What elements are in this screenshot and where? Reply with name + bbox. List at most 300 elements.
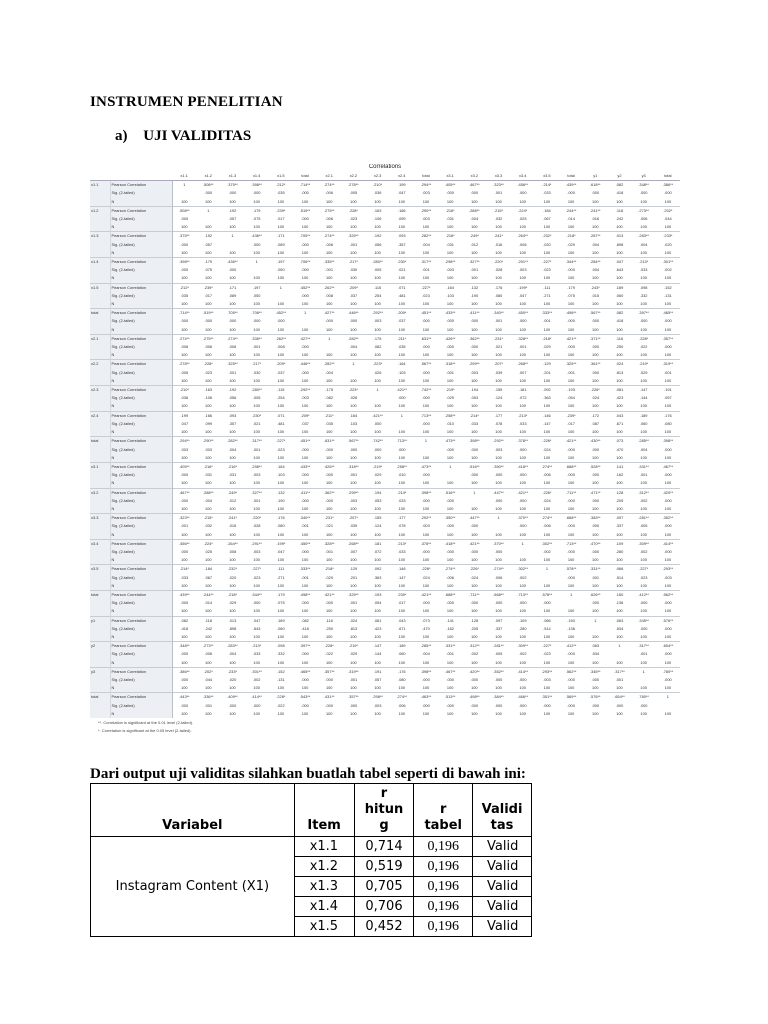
corr-value-cell: .654** [656,642,680,651]
item-cell: x1.1 [294,837,354,857]
corr-value-cell: 100 [414,531,438,540]
corr-value-cell: .000 [511,599,535,607]
corr-value-cell: .357 [390,241,414,249]
corr-value-cell: .031 [220,471,244,479]
corr-value-cell: .421** [462,539,486,548]
corr-value-cell: .000 [293,548,317,556]
corr-value-cell: 100 [269,377,293,386]
corr-value-cell: .000 [172,266,196,274]
corr-value-cell: .004 [583,266,607,274]
corr-value-cell: .713** [390,437,414,446]
corr-value-cell: .481 [269,420,293,428]
corr-value-cell: 1 [341,360,365,369]
corr-value-cell: .001 [607,676,631,684]
corr-value-cell: 100 [486,454,510,463]
corr-value-cell: .082 [293,616,317,625]
corr-value-cell: 100 [269,633,293,642]
corr-value-cell: 100 [559,479,583,488]
corr-value-cell: .001 [559,369,583,377]
corr-value-cell: .714** [172,309,196,318]
corr-value-cell: .024 [607,360,631,369]
corr-value-cell: 100 [559,428,583,437]
corr-value-cell: 100 [438,659,462,668]
corr-value-cell: 100 [511,479,535,488]
corr-value-cell: .262** [317,283,341,292]
corr-value-cell: .319** [656,360,680,369]
corr-value-cell: 100 [220,326,244,335]
corr-value-cell: .001 [583,574,607,582]
corr-value-cell [486,522,510,530]
corr-value-cell: .333** [535,309,559,318]
corr-value-cell: .654** [607,693,631,702]
corr-value-cell: .029 [220,599,244,607]
corr-value-cell: .281** [632,514,656,523]
corr-value-cell: 100 [656,351,680,360]
corr-value-cell: 100 [462,479,486,488]
corr-value-cell: .643 [245,625,269,633]
corr-value-cell: .292** [486,437,510,446]
corr-value-cell: .362** [462,334,486,343]
corr-value-cell: 100 [607,198,631,207]
corr-value-cell: .813 [341,625,365,633]
corr-value-cell: .004 [632,241,656,249]
corr-value-cell: 100 [220,556,244,565]
corr-value-cell: .141 [438,616,462,625]
corr-stat-label: Sig. (2-tailed) [110,497,172,505]
corr-value-cell: .567** [414,360,438,369]
corr-value-cell: .742** [414,386,438,395]
corr-value-cell: .003 [438,266,462,274]
corr-value-cell: .284** [583,258,607,267]
corr-value-cell: 100 [632,428,656,437]
corr-row [90,590,680,599]
corr-value-cell: .452** [269,309,293,318]
corr-value-cell: .000 [559,522,583,530]
corr-value-cell: 100 [390,684,414,693]
corr-value-cell: .003 [414,522,438,530]
corr-value-cell: .131 [656,292,680,300]
corr-value-cell: .337 [607,522,631,530]
corr-value-cell: 100 [486,377,510,386]
corr-value-cell: .258** [390,462,414,471]
corr-value-cell: 100 [269,351,293,360]
corr-value-cell: .080 [486,292,510,300]
corr-value-cell: .414** [511,667,535,676]
corr-value-cell: 100 [486,479,510,488]
corr-value-cell: 100 [559,249,583,258]
corr-value-cell: .271 [535,292,559,300]
corr-variable-label [90,505,110,514]
corr-row [90,684,680,693]
corr-value-cell: 100 [656,710,680,718]
corr-variable-label [90,428,110,437]
corr-value-cell: .002 [245,676,269,684]
corr-variable-label: total [90,693,110,702]
corr-value-cell: .215* [486,206,510,215]
corr-value-cell: .111 [535,283,559,292]
corr-value-cell: .029 [632,369,656,377]
corr-value-cell: 100 [462,454,486,463]
corr-value-cell: .000 [632,702,656,710]
corr-value-cell: 100 [245,505,269,514]
corr-value-cell: .001 [632,471,656,479]
corr-value-cell: 100 [196,684,220,693]
corr-value-cell: 100 [269,198,293,207]
corr-value-cell: 100 [535,659,559,668]
corr-stat-label: Sig. (2-tailed) [110,292,172,300]
corr-value-cell: .292** [414,514,438,523]
corr-value-cell: .175 [366,334,390,343]
corr-value-cell: .171 [269,232,293,241]
corr-value-cell: .000 [486,471,510,479]
corr-value-cell: .191 [656,386,680,395]
corr-value-cell: .016 [486,241,510,249]
corr-stat-label: Sig. (2-tailed) [110,650,172,658]
corr-value-cell: 100 [390,249,414,258]
corr-value-cell: .000 [414,420,438,428]
corr-row [90,428,680,437]
corr-stat-label: N [110,607,172,616]
corr-value-cell [535,574,559,582]
corr-value-cell: .099 [196,420,220,428]
corr-value-cell: .218* [559,232,583,241]
corr-value-cell: 100 [366,326,390,335]
corr-value-cell: 100 [341,710,365,718]
corr-stat-label: Pearson Correlation [110,181,172,190]
corr-value-cell: 100 [366,428,390,437]
corr-value-cell: 100 [245,351,269,360]
corr-column-header: x1.1 [172,172,196,181]
corr-value-cell: .056 [220,394,244,402]
corr-value-cell: 100 [438,274,462,283]
corr-stat-label: Pearson Correlation [110,334,172,343]
validitas-cell: Valid [473,917,532,937]
corr-value-cell: .005 [632,522,656,530]
corr-value-cell: .163 [196,386,220,395]
corr-value-cell: .398** [656,437,680,446]
corr-value-cell: .317** [632,642,656,651]
corr-value-cell: .471** [583,488,607,497]
corr-value-cell: 100 [656,607,680,616]
corr-value-cell: .003 [511,266,535,274]
corr-value-cell: 100 [535,531,559,540]
corr-value-cell: 100 [220,684,244,693]
corr-value-cell: 100 [632,633,656,642]
corr-value-cell: 100 [172,710,196,718]
corr-value-cell: .302** [535,539,559,548]
corr-value-cell: .212* [172,283,196,292]
corr-value-cell: .421** [366,411,390,420]
corr-value-cell: .080 [269,522,293,530]
corr-value-cell: 100 [220,428,244,437]
corr-value-cell: 100 [414,684,438,693]
corr-value-cell: 100 [220,582,244,591]
corr-value-cell: .146 [535,411,559,420]
corr-variable-label: x2.3 [90,386,110,395]
corr-value-cell: 100 [438,607,462,616]
corr-value-cell: 100 [414,300,438,309]
corr-column-header: x1.2 [196,172,220,181]
corr-value-cell: .000 [341,317,365,325]
corr-value-cell: .109 [607,539,631,548]
corr-value-cell: .301** [245,667,269,676]
corr-value-cell: 100 [293,300,317,309]
corr-value-cell: .176 [656,411,680,420]
corr-value-cell: .099 [390,215,414,223]
corr-value-cell: .423 [607,394,631,402]
corr-stat-label: N [110,479,172,488]
corr-column-header: x3.4 [511,172,535,181]
corr-value-cell: .244** [559,206,583,215]
corr-value-cell: .473** [414,462,438,471]
corr-value-cell: .199* [269,539,293,548]
corr-value-cell: .578** [559,565,583,574]
corr-value-cell: .000 [656,343,680,351]
corr-value-cell: 1 [583,616,607,625]
corr-value-cell: 100 [172,274,196,283]
corr-value-cell: .317** [245,437,269,446]
corr-value-cell: 100 [366,659,390,668]
corr-value-cell: .288** [462,206,486,215]
corr-value-cell: .028 [245,522,269,530]
corr-value-cell: .688** [559,462,583,471]
corr-value-cell: 100 [293,531,317,540]
corr-value-cell: .514 [607,574,631,582]
corr-value-cell: .001 [220,369,244,377]
corr-value-cell: .000 [172,702,196,710]
corr-value-cell: 100 [341,274,365,283]
corr-value-cell: .175 [317,386,341,395]
corr-variable-label: total [90,437,110,446]
corr-value-cell: 100 [172,505,196,514]
corr-value-cell: .020 [656,241,680,249]
corr-value-cell: 100 [583,300,607,309]
corr-value-cell: 100 [632,351,656,360]
corr-value-cell: .000 [559,548,583,556]
corr-value-cell: .420** [656,488,680,497]
corr-value-cell: .418 [607,189,631,197]
corr-value-cell: 1 [390,411,414,420]
corr-value-cell: .350** [438,514,462,523]
corr-value-cell: .021 [245,420,269,428]
corr-value-cell: .103 [269,471,293,479]
r-hitung-cell: 0,452 [354,917,414,937]
corr-value-cell: 100 [511,531,535,540]
variable-cell: Instagram Content (X1) [91,837,295,937]
corr-value-cell: 100 [607,223,631,232]
subsection-number: a) [115,128,128,144]
corr-value-cell: 100 [172,454,196,463]
corr-value-cell: .233* [220,667,244,676]
corr-value-cell: 100 [486,633,510,642]
corr-value-cell: .423 [366,625,390,633]
corr-value-cell: .274** [438,565,462,574]
corr-value-cell: .465** [656,309,680,318]
corr-value-cell: .421** [559,437,583,446]
corr-value-cell [245,266,269,274]
corr-value-cell: 100 [245,633,269,642]
corr-value-cell: .000 [656,497,680,505]
corr-value-cell: .116 [317,616,341,625]
corr-value-cell: .000 [583,676,607,684]
corr-value-cell: .418 [172,625,196,633]
corr-value-cell: .032 [196,522,220,530]
corr-value-cell: 100 [486,582,510,591]
corr-value-cell: .467** [462,181,486,190]
corr-value-cell: .242 [196,625,220,633]
header-r-hitung: r hitun g [354,784,414,837]
corr-variable-label [90,351,110,360]
corr-value-cell: 1 [656,693,680,702]
corr-value-cell: 100 [438,454,462,463]
corr-value-cell: .075 [196,266,220,274]
corr-value-cell: .037 [390,317,414,325]
corr-value-cell: .132 [269,488,293,497]
corr-value-cell: 100 [196,402,220,411]
corr-value-cell: .012 [462,241,486,249]
corr-variable-label [90,522,110,530]
corr-value-cell: .000 [172,241,196,249]
corr-row [90,360,680,369]
corr-value-cell [341,369,365,377]
corr-value-cell: .097 [486,616,510,625]
corr-value-cell: .528** [583,462,607,471]
corr-value-cell: 100 [366,300,390,309]
corr-variable-label [90,249,110,258]
corr-row [90,181,680,190]
corr-value-cell: 1 [559,590,583,599]
corr-value-cell: 100 [245,531,269,540]
corr-value-cell: 100 [607,377,631,386]
corr-value-cell: 100 [196,607,220,616]
corr-value-cell: .249* [462,232,486,241]
corr-value-cell: .363 [366,574,390,582]
corr-value-cell: .004 [196,497,220,505]
r-tabel-cell: 0,196 [414,857,473,877]
corr-value-cell: 100 [607,274,631,283]
corr-value-cell: 100 [583,531,607,540]
corr-column-header: x1.4 [245,172,269,181]
corr-value-cell: 100 [486,300,510,309]
r-tabel-cell: 0,196 [414,877,473,897]
corr-value-cell: 100 [341,326,365,335]
corr-value-cell: 100 [486,428,510,437]
corr-value-cell: .427** [317,309,341,318]
corr-value-cell: .671 [607,420,631,428]
corr-row [90,693,680,702]
corr-value-cell: .000 [317,599,341,607]
corr-value-cell: .172 [583,411,607,420]
corr-value-cell: .456** [511,181,535,190]
corr-value-cell: .103 [341,420,365,428]
corr-value-cell: .150 [559,616,583,625]
corr-value-cell: .254 [269,394,293,402]
corr-value-cell: .000 [414,497,438,505]
corr-value-cell: 100 [486,402,510,411]
r-hitung-cell: 0,706 [354,897,414,917]
corr-value-cell: 100 [366,223,390,232]
corr-value-cell: 100 [511,351,535,360]
corr-value-cell: 100 [607,505,631,514]
corr-value-cell: .219* [632,360,656,369]
corr-value-cell: 100 [511,428,535,437]
corr-value-cell: 100 [366,479,390,488]
corr-value-cell: .430** [583,437,607,446]
corr-stat-label: N [110,274,172,283]
corr-stat-label: Pearson Correlation [110,642,172,651]
corr-value-cell: .023 [269,446,293,454]
corr-value-cell: .020 [220,574,244,582]
corr-value-cell: 100 [390,659,414,668]
corr-value-cell: .199 [172,411,196,420]
corr-value-cell: .280** [366,258,390,267]
corr-value-cell: .029 [438,394,462,402]
corr-value-cell: 100 [220,402,244,411]
corr-value-cell: 100 [293,659,317,668]
corr-value-cell: .000 [293,471,317,479]
corr-value-cell: .000 [632,317,656,325]
corr-value-cell: 100 [341,582,365,591]
corr-value-cell: .250 [317,625,341,633]
corr-value-cell: .228* [196,360,220,369]
corr-stat-label: Pearson Correlation [110,309,172,318]
corr-value-cell: 100 [220,300,244,309]
corr-value-cell: .249* [220,488,244,497]
corr-value-cell: .447** [486,488,510,497]
corr-value-cell: .001 [245,497,269,505]
corr-column-header: x2.2 [341,172,365,181]
corr-value-cell: 100 [535,684,559,693]
corr-value-cell: .000 [414,317,438,325]
corr-value-cell: .405** [438,181,462,190]
corr-value-cell: .213* [511,411,535,420]
corr-value-cell: .467** [172,488,196,497]
corr-value-cell: 100 [172,531,196,540]
corr-value-cell: .371** [583,334,607,343]
corr-value-cell: 100 [583,556,607,565]
corr-stat-label: N [110,402,172,411]
corr-value-cell [269,292,293,300]
corr-row [90,642,680,651]
corr-value-cell: 100 [317,377,341,386]
corr-stat-label: Sig. (2-tailed) [110,343,172,351]
corr-value-cell: 100 [390,274,414,283]
corr-value-cell: 100 [632,531,656,540]
corr-value-cell: .067 [535,215,559,223]
corr-value-cell: 100 [245,377,269,386]
corr-value-cell: .000 [438,522,462,530]
corr-value-cell: .014 [559,215,583,223]
corr-value-cell: .000 [293,702,317,710]
corr-value-cell [511,548,535,556]
corr-value-cell: .325** [220,360,244,369]
corr-value-cell: .000 [245,241,269,249]
corr-value-cell: 1 [438,462,462,471]
corr-value-cell: .345** [583,667,607,676]
corr-value-cell: .001 [317,266,341,274]
corr-variable-label [90,633,110,642]
corr-value-cell: .000 [196,317,220,325]
corr-value-cell: .001 [438,369,462,377]
corr-value-cell: .714** [293,181,317,190]
corr-variable-label: x2.2 [90,360,110,369]
corr-value-cell: .201 [535,369,559,377]
corr-row [90,232,680,241]
corr-value-cell: .280 [511,625,535,633]
corr-value-cell: .003 [414,189,438,197]
corr-value-cell: .350** [486,462,510,471]
corr-value-cell: .164 [438,283,462,292]
